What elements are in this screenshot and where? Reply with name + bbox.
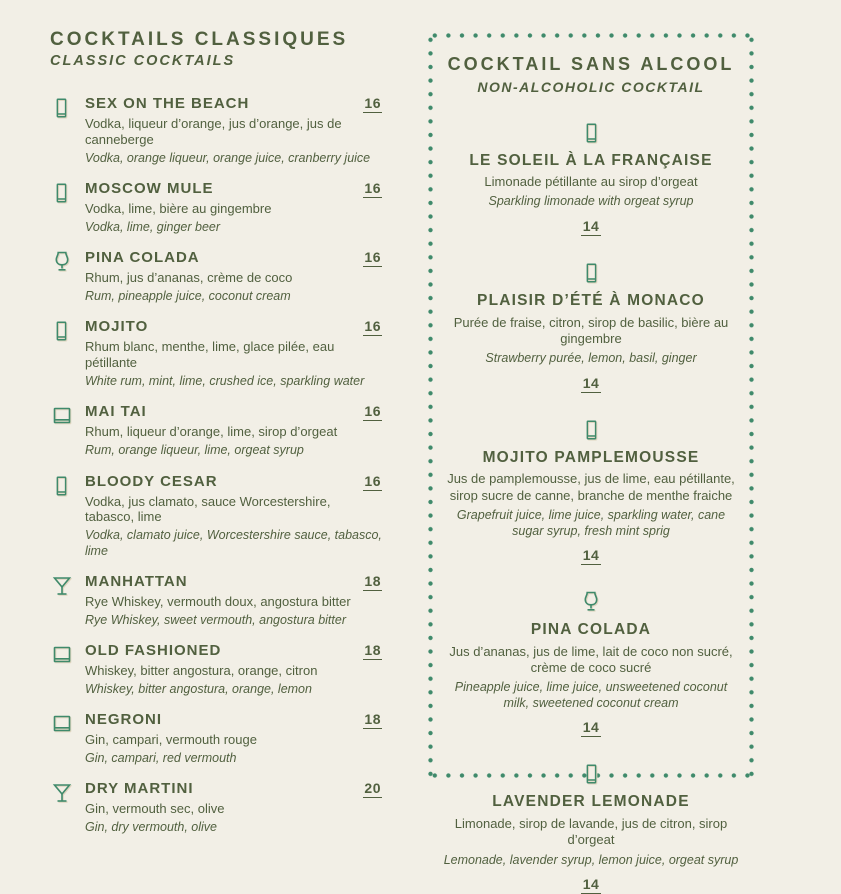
menu-item-price: 14: [582, 876, 600, 893]
menu-item-description-en: Gin, dry vermouth, olive: [85, 819, 217, 834]
menu-item-description-en: Grapefruit juice, lime juice, sparkling water, cane sugar syrup, fresh mint sprig: [456, 507, 726, 538]
highball-glass-icon: [50, 473, 76, 559]
menu-item-name: NEGRONI: [85, 710, 163, 728]
menu-item-description-fr: Jus de pamplemousse, jus de lime, eau pétillante, sirop sucre de canne, branche de menthe fraiche: [447, 471, 735, 503]
menu-item-description-en: Vodka, lime, ginger beer: [85, 220, 221, 235]
rocks-glass-icon: [50, 403, 76, 458]
menu-item-price: 16: [364, 403, 381, 420]
menu-item-description-fr: Gin, vermouth sec, olive: [85, 801, 225, 817]
menu-item: [441, 761, 741, 894]
menu-item-price: 14: [582, 719, 600, 736]
menu-item-description-en: Gin, campari, red vermouth: [85, 750, 237, 765]
menu-item-description-fr: Limonade pétillante au sirop d’orgeat: [484, 174, 698, 190]
menu-item-price: 16: [364, 249, 381, 266]
menu-item-description-en: Strawberry purée, lemon, basil, ginger: [485, 351, 697, 366]
menu-item-description-en: Vodka, clamato juice, Worcestershire sauce, tabasco, lime: [85, 528, 382, 558]
menu-item: [50, 180, 382, 235]
non-alcoholic-list: [441, 120, 741, 894]
menu-item: [50, 642, 382, 697]
highball-glass-icon: [50, 95, 76, 166]
classic-cocktails-list: [50, 95, 382, 835]
non-alcoholic-title: COCKTAIL SANS ALCOOL: [447, 54, 735, 74]
menu-item-name: MOSCOW MULE: [85, 180, 214, 198]
menu-item-price: 16: [364, 95, 381, 112]
menu-item-price: 14: [582, 547, 600, 564]
highball-glass-icon: [50, 318, 76, 389]
menu-item-price: 18: [364, 572, 381, 589]
menu-item-name: LE SOLEIL À LA FRANÇAISE: [469, 151, 713, 169]
menu-item-name: LAVENDER LEMONADE: [492, 793, 690, 811]
non-alcoholic-section: [428, 33, 754, 893]
non-alcoholic-subtitle: NON-ALCOHOLIC COCKTAIL: [477, 78, 705, 95]
classic-cocktails-section: [50, 30, 382, 849]
menu-item: [50, 573, 382, 628]
highball-glass-icon: [441, 260, 741, 290]
menu-item-description-en: Whiskey, bitter angostura, orange, lemon: [85, 681, 312, 696]
martini-glass-icon: [50, 573, 76, 628]
menu-item: [50, 95, 382, 166]
menu-item: [50, 403, 382, 458]
classic-cocktails-title: COCKTAILS CLASSIQUES: [50, 29, 349, 50]
menu-item-description-en: Lemonade, lavender syrup, lemon juice, orgeat syrup: [443, 852, 739, 867]
menu-item-price: 16: [364, 180, 381, 197]
menu-item-description-fr: Vodka, lime, bière au gingembre: [85, 201, 272, 217]
rocks-glass-icon: [50, 642, 76, 697]
menu-item-name: MANHATTAN: [85, 572, 188, 590]
menu-item-price: 16: [364, 472, 381, 489]
menu-item-description-fr: Limonade, sirop de lavande, jus de citron, sirop d’orgeat: [454, 816, 728, 848]
menu-item-description-en: Sparkling limonade with orgeat syrup: [488, 194, 694, 209]
menu-item-name: SEX ON THE BEACH: [85, 95, 250, 113]
menu-item-name: MAI TAI: [85, 403, 147, 421]
menu-item: [50, 711, 382, 766]
menu-item: [441, 120, 741, 236]
menu-item-description-en: White rum, mint, lime, crushed ice, sparkling water: [85, 374, 365, 389]
menu-item-description-fr: Vodka, liqueur d’orange, jus d’orange, jus de canneberge: [85, 116, 342, 148]
menu-item-name: BLOODY CESAR: [85, 472, 218, 490]
menu-item-price: 14: [582, 374, 600, 391]
menu-item-name: MOJITO: [85, 318, 149, 336]
menu-item: [441, 417, 741, 565]
menu-item-description-en: Rum, pineapple juice, coconut cream: [85, 289, 291, 304]
menu-item: [441, 260, 741, 393]
menu-item: [441, 589, 741, 737]
menu-item-description-en: Rum, orange liqueur, lime, orgeat syrup: [85, 443, 304, 458]
menu-item: [50, 780, 382, 835]
highball-glass-icon: [441, 761, 741, 791]
menu-item-description-fr: Rhum, jus d’ananas, crème de coco: [85, 270, 293, 286]
menu-item-price: 20: [364, 780, 381, 797]
menu-item-price: 14: [582, 218, 600, 235]
menu-item-name: MOJITO PAMPLEMOUSSE: [482, 448, 700, 466]
menu-item-description-fr: Jus d’ananas, jus de lime, lait de coco non sucré, crème de coco sucré: [449, 643, 733, 675]
highball-glass-icon: [441, 120, 741, 150]
menu-item-description-fr: Purée de fraise, citron, sirop de basilic, bière au gingembre: [453, 314, 729, 346]
menu-item-name: PLAISIR D’ÉTÉ À MONACO: [477, 292, 705, 310]
menu-item-description-fr: Gin, campari, vermouth rouge: [85, 731, 257, 747]
menu-item-price: 18: [364, 710, 381, 727]
menu-item-description-en: Pineapple juice, lime juice, unsweetened coconut milk, sweetened coconut cream: [454, 680, 728, 710]
menu-item-name: OLD FASHIONED: [85, 641, 222, 659]
menu-item: [50, 318, 382, 389]
classic-cocktails-subtitle: CLASSIC COCKTAILS: [50, 52, 236, 69]
menu-item-price: 16: [364, 318, 381, 335]
rocks-glass-icon: [50, 711, 76, 766]
menu-item-name: PINA COLADA: [530, 621, 652, 639]
menu-item-price: 18: [364, 641, 381, 658]
menu-item-description-en: Vodka, orange liqueur, orange juice, cranberry juice: [85, 151, 371, 165]
menu-item-description-fr: Whiskey, bitter angostura, orange, citron: [85, 662, 318, 678]
highball-glass-icon: [50, 180, 76, 235]
menu-item-description-fr: Rye Whiskey, vermouth doux, angostura bitter: [85, 593, 351, 609]
menu-item-name: PINA COLADA: [85, 249, 200, 267]
menu-item: [50, 249, 382, 304]
menu-item-name: DRY MARTINI: [85, 780, 194, 798]
menu-item-description-fr: Vodka, jus clamato, sauce Worcestershire, tabasco, lime: [85, 493, 331, 525]
hurricane-glass-icon: [50, 249, 76, 304]
hurricane-glass-icon: [441, 589, 741, 619]
menu-item-description-fr: Rhum blanc, menthe, lime, glace pilée, eau pétillante: [85, 339, 335, 371]
menu-item-description-en: Rye Whiskey, sweet vermouth, angostura bitter: [85, 612, 346, 627]
menu-item-description-fr: Rhum, liqueur d’orange, lime, sirop d’orgeat: [85, 424, 338, 440]
menu-item: [50, 473, 382, 559]
highball-glass-icon: [441, 417, 741, 447]
martini-glass-icon: [50, 780, 76, 835]
